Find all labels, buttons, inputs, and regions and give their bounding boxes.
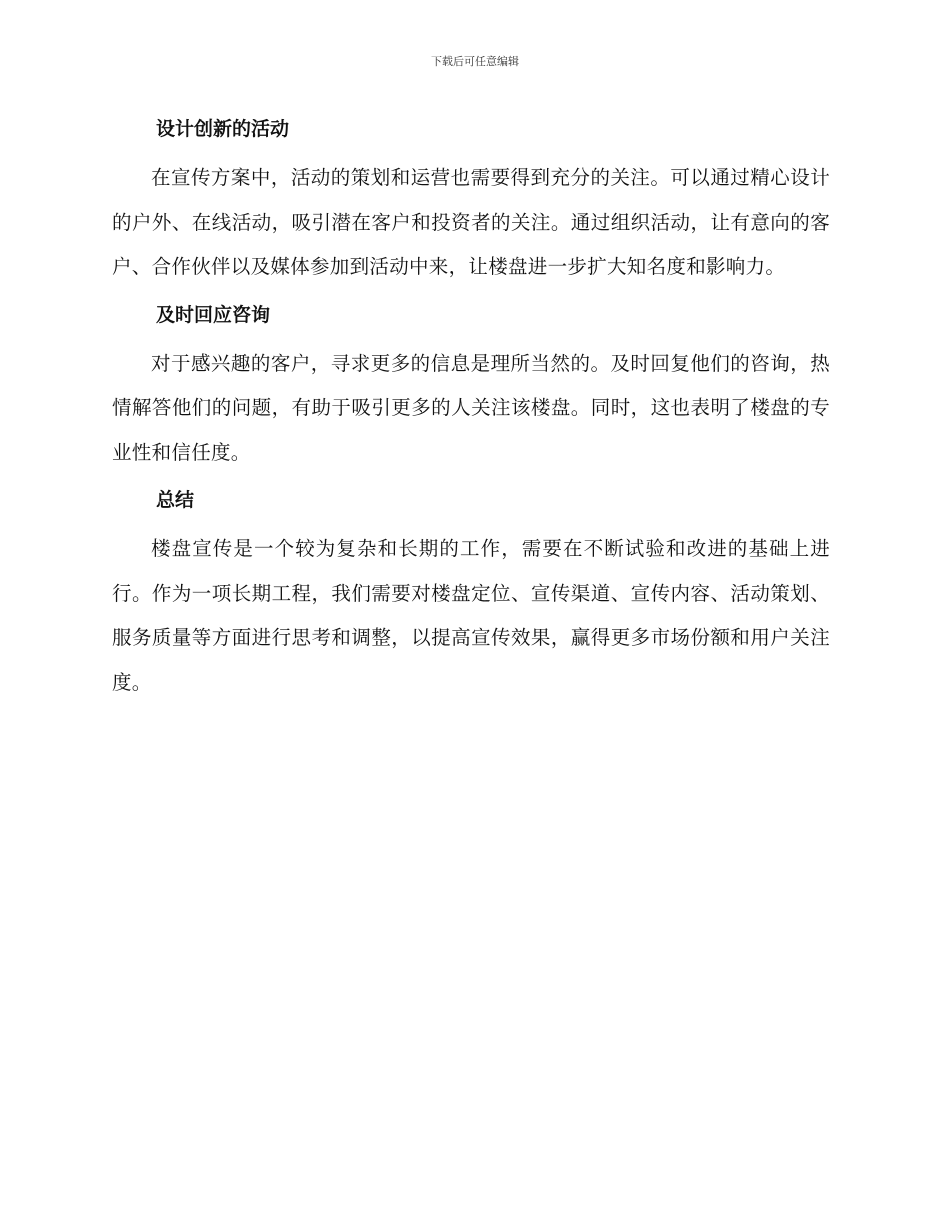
section-paragraph-activities: 在宣传方案中，活动的策划和运营也需要得到充分的关注。可以通过精心设计的户外、在线活动，吸引潜在客户和投资者的关注。通过组织活动，让有意向的客户、合作伙伴以及媒体参加到活动中来，让楼盘进一步扩大知名度和影响力。 — [112, 166, 830, 278]
section-heading-inquiries: 及时回应咨询 — [156, 303, 271, 326]
section-heading-activities: 设计创新的活动 — [156, 118, 290, 140]
document-body — [112, 114, 830, 705]
section-paragraph-summary: 楼盘宣传是一个较为复杂和长期的工作，需要在不断试验和改进的基础上进行。作为一项长期工程，我们需要对楼盘定位、宣传渠道、宣传内容、活动策划、服务质量等方面进行思考和调整，以提高宣传效果，赢得更多市场份额和用户关注度。 — [112, 537, 830, 694]
section-heading-summary: 总结 — [156, 489, 195, 511]
header-note: 下载后可任意编辑 — [431, 55, 519, 68]
section-paragraph-inquiries: 对于感兴趣的客户，寻求更多的信息是理所当然的。及时回复他们的咨询，热情解答他们的问题，有助于吸引更多的人关注该楼盘。同时，这也表明了楼盘的专业性和信任度。 — [112, 351, 830, 464]
